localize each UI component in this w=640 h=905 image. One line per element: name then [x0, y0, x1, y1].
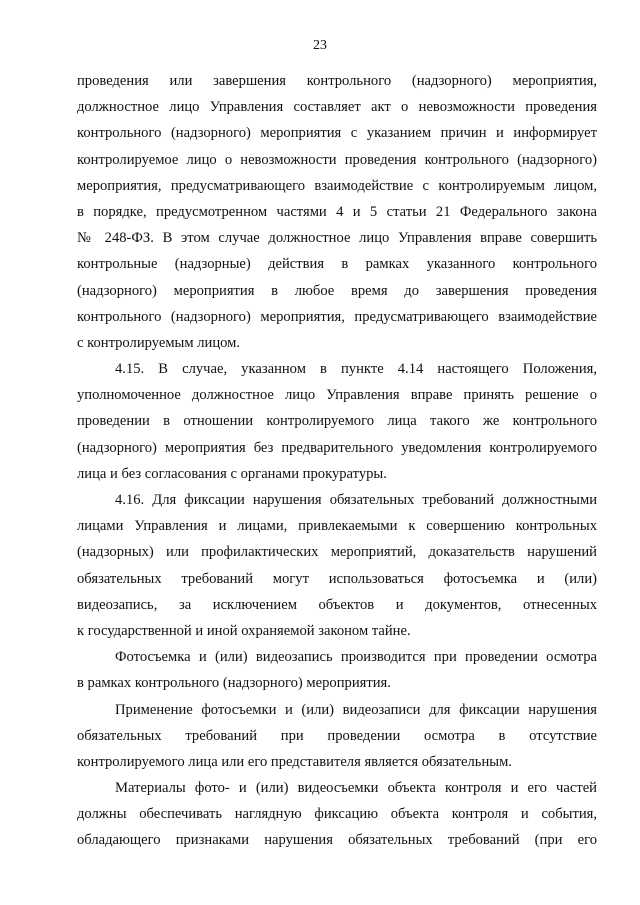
text-line: контрольные (надзорные) действия в рамках указанного контрольного — [77, 256, 597, 273]
text-line: должны обеспечивать наглядную фиксацию объекта контроля и события, — [77, 806, 597, 823]
text-line: проведения или завершения контрольного (надзорного) мероприятия, — [77, 73, 597, 89]
text-line: проведении в отношении контролируемого лица такого же контрольного — [77, 413, 597, 430]
text-line: 4.15. В случае, указанном в пункте 4.14 настоящего Положения, — [115, 361, 597, 378]
text-line: лицами Управления и лицами, привлекаемыми к совершению контрольных — [77, 518, 597, 535]
text-line: видеозапись, за исключением объектов и документов, отнесенных — [77, 596, 597, 613]
text-line: Применение фотосъемки и (или) видеозаписи для фиксации нарушения — [115, 701, 597, 718]
text-line: в рамках контрольного (надзорного) мероприятия. — [77, 675, 391, 692]
text-line: с контролируемым лицом. — [77, 334, 241, 351]
document-body — [77, 68, 597, 854]
text-line: Материалы фото- и (или) видеосъемки объекта контроля и его частей — [115, 780, 597, 797]
text-line: 4.16. Для фиксации нарушения обязательных требований должностными — [115, 492, 597, 508]
text-line: уполномоченное должностное лицо Управления вправе принять решение о — [77, 387, 597, 404]
text-line: в порядке, предусмотренном частями 4 и 5 статьи 21 Федерального закона — [77, 203, 597, 220]
text-line: контрольного (надзорного) мероприятия с указанием причин и информирует — [77, 125, 597, 142]
page-number: 23 — [313, 38, 327, 53]
text-line: № 248-ФЗ. В этом случае должностное лицо Управления вправе совершить — [77, 230, 597, 247]
text-line: контролируемое лицо о невозможности проведения контрольного (надзорного) — [77, 151, 597, 168]
text-line: контролируемого лица или его представителя является обязательным. — [77, 753, 512, 770]
text-line: Фотосъемка и (или) видеозапись производится при проведении осмотра — [115, 649, 597, 666]
text-line: мероприятия, предусматривающего взаимодействие с контролируемым лицом, — [77, 177, 597, 194]
text-line: обязательных требований могут использоваться фотосъемка и (или) — [77, 570, 597, 587]
text-line: обладающего признаками нарушения обязательных требований (при его — [77, 832, 597, 849]
text-line: обязательных требований при проведении осмотра в отсутствие — [77, 727, 597, 744]
text-line: лица и без согласования с органами прокуратуры. — [77, 465, 387, 482]
text-line: контрольного (надзорного) мероприятия, предусматривающего взаимодействие — [77, 308, 597, 325]
text-line: (надзорных) или профилактических мероприятий, доказательств нарушений — [77, 544, 597, 561]
text-line: должностное лицо Управления составляет акт о невозможности проведения — [77, 99, 597, 116]
text-line: (надзорного) мероприятия в любое время до завершения проведения — [77, 282, 597, 299]
text-line: к государственной и иной охраняемой законом тайне. — [77, 622, 411, 639]
text-line: (надзорного) мероприятия без предварительного уведомления контролируемого — [77, 439, 597, 456]
